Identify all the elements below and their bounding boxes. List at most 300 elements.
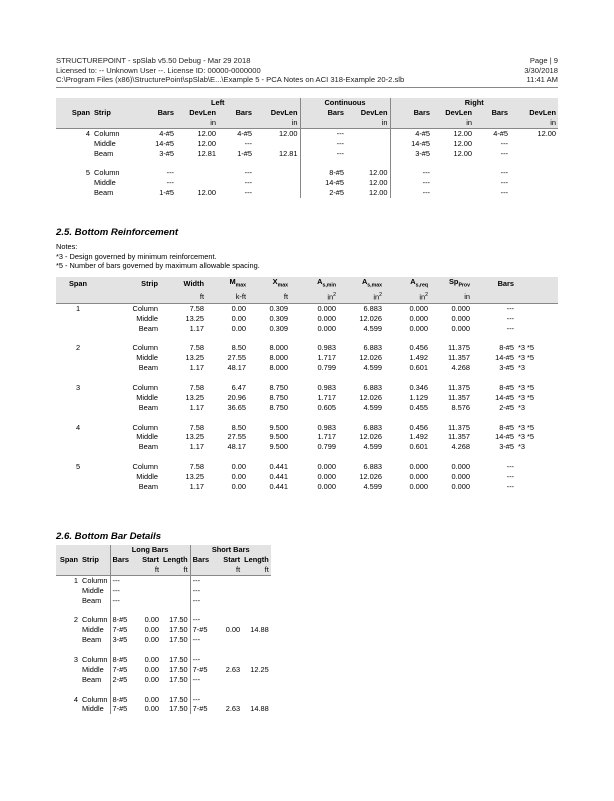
notes-block: [56, 242, 260, 271]
col-strip: Strip: [94, 107, 111, 117]
table-cell: [56, 333, 100, 343]
table-cell: 4-#5: [237, 128, 252, 138]
table-cell: 11.375: [447, 422, 470, 432]
table-cell: Middle: [94, 178, 116, 188]
table-cell: 0.983: [317, 382, 336, 392]
table-cell: 0.456: [409, 422, 428, 432]
col-asmin: $A_{s,min}$: [317, 277, 336, 289]
table-cell: 7.58: [189, 303, 204, 313]
table-row: [56, 324, 558, 334]
table-cell: 9.500: [269, 432, 288, 442]
table-cell: 1: [73, 575, 78, 585]
table-row: [56, 625, 271, 635]
table-cell: 7-#5: [110, 665, 135, 675]
table-row: [56, 178, 558, 188]
col-devlen: DevLen: [529, 107, 556, 117]
table-cell: [56, 363, 100, 373]
table-cell: 1-#5: [159, 188, 174, 198]
col-asmax: $A_{s,max}$: [361, 277, 382, 289]
table-cell: 7.58: [189, 462, 204, 472]
table-cell: [290, 413, 338, 423]
table-cell: 8.000: [269, 343, 288, 353]
table-cell: 27.55: [227, 353, 246, 363]
table-cell: [216, 635, 242, 645]
notes-label: Notes:: [56, 242, 78, 251]
table-cell: Beam: [82, 595, 102, 605]
table-cell: [135, 685, 161, 695]
col-bars: Bars: [190, 555, 216, 565]
table-cell: 0.000: [317, 462, 336, 472]
table-cell: [100, 333, 160, 343]
table-cell: 0.00: [144, 635, 159, 645]
table-cell: 0.00: [231, 472, 246, 482]
table-cell: 7.58: [189, 422, 204, 432]
table-cell: 17.50: [169, 625, 188, 635]
table-cell: 3-#5: [159, 148, 174, 158]
table-cell: [56, 178, 92, 188]
table-cell: [160, 452, 206, 462]
table-cell: 4.599: [363, 442, 382, 452]
table-cell: ---: [506, 313, 514, 323]
table-cell: Column: [82, 694, 108, 704]
table-cell: ---: [190, 596, 216, 606]
table-cell: [242, 635, 271, 645]
table-cell: 0.000: [451, 472, 470, 482]
table-cell: ---: [500, 178, 508, 188]
table-cell: [56, 373, 100, 383]
table-cell: [472, 413, 516, 423]
table-cell: [254, 168, 300, 178]
table-cell: 11.357: [447, 392, 470, 402]
table-cell: 1: [75, 303, 81, 313]
table-cell: 0.00: [144, 615, 159, 625]
table-cell: 1.717: [317, 432, 336, 442]
section-2-5-title: 2.5. Bottom Reinforcement: [56, 227, 179, 238]
table-cell: 0.00: [144, 704, 159, 714]
table-cell: [516, 462, 558, 472]
table-cell: 2-#5: [499, 402, 514, 412]
table-row: [56, 128, 558, 138]
table-cell: [346, 149, 390, 159]
bottom-reinforcement-table: [56, 277, 558, 492]
table-cell: 8.750: [269, 382, 288, 392]
table-cell: [472, 452, 516, 462]
table-cell: 48.17: [227, 442, 246, 452]
table-cell: Middle: [136, 392, 158, 402]
table-cell: [384, 452, 430, 462]
table-cell: ---: [300, 149, 346, 159]
table-cell: [136, 158, 176, 168]
col-bars: Bars: [110, 555, 135, 565]
table-cell: *3: [518, 442, 525, 452]
table-row: [56, 472, 558, 482]
table-cell: Beam: [138, 482, 158, 491]
table-row: [56, 383, 558, 393]
table-cell: 3-#5: [499, 442, 514, 452]
table-cell: [56, 685, 80, 695]
unit: ft: [283, 292, 288, 302]
table-cell: 6.883: [363, 422, 382, 432]
table-cell: 1.129: [409, 392, 428, 402]
table-cell: 17.50: [169, 654, 188, 664]
table-cell: 0.000: [409, 482, 428, 491]
table-cell: 11.375: [447, 343, 470, 353]
table-cell: [110, 605, 135, 615]
table-cell: 12.00: [537, 128, 556, 138]
table-cell: [432, 158, 474, 168]
table-cell: ---: [244, 168, 252, 178]
table-cell: 1.17: [189, 402, 204, 412]
table-cell: [510, 158, 558, 168]
table-cell: 12.00: [197, 188, 216, 198]
table-cell: 6.883: [363, 303, 382, 313]
table-cell: 2.63: [225, 664, 241, 674]
table-cell: [56, 149, 92, 159]
table-cell: Beam: [138, 442, 158, 452]
col-length: Length: [163, 554, 188, 564]
table-cell: 9.500: [269, 442, 288, 452]
table-cell: 8-#5: [110, 615, 135, 625]
table-cell: 5: [75, 462, 81, 472]
table-cell: 7-#5: [190, 665, 216, 675]
table-row: [56, 575, 271, 585]
table-cell: ---: [166, 178, 174, 188]
table-cell: 0.000: [451, 482, 470, 491]
table-cell: 0.00: [225, 625, 241, 635]
table-cell: 0.00: [231, 462, 246, 472]
table-cell: 3: [75, 382, 81, 392]
table-row: [56, 343, 558, 353]
table-cell: 11.375: [447, 382, 470, 392]
table-cell: [161, 685, 190, 695]
table-cell: 11.357: [447, 432, 470, 442]
table-cell: 0.000: [317, 323, 336, 333]
table-row: [56, 655, 271, 665]
table-cell: [290, 373, 338, 383]
table-cell: [176, 178, 218, 188]
table-cell: 0.601: [409, 442, 428, 452]
table-cell: 4.599: [363, 363, 382, 373]
table-cell: [176, 168, 218, 178]
unit: ft: [183, 564, 188, 574]
table-cell: 0.601: [409, 363, 428, 373]
table-cell: [56, 393, 100, 403]
table-cell: 1.492: [409, 432, 428, 442]
table-cell: [346, 158, 390, 168]
header-divider: [56, 87, 558, 88]
table-cell: ---: [190, 635, 216, 645]
table-cell: [56, 586, 80, 596]
table-cell: 13.25: [185, 353, 204, 363]
table-cell: [56, 314, 100, 324]
table-cell: 1.717: [317, 392, 336, 402]
unit: k-ft: [235, 292, 246, 302]
table-cell: 17.50: [169, 704, 188, 714]
group-continuous: Continuous: [300, 98, 390, 108]
spacer-row: [56, 413, 558, 423]
col-devlen: DevLen: [445, 107, 472, 117]
table-cell: 11.357: [447, 353, 470, 363]
table-cell: 6.47: [231, 382, 246, 392]
table-cell: [390, 158, 432, 168]
table-row: [56, 303, 558, 313]
table-cell: 0.309: [269, 313, 288, 323]
table-cell: 3-#5: [110, 635, 135, 645]
table-cell: [248, 452, 290, 462]
table-cell: 12.00: [369, 188, 388, 198]
col-bars: Bars: [300, 108, 346, 118]
table-cell: [100, 373, 160, 383]
table-cell: [56, 704, 80, 714]
unit: ft: [236, 564, 241, 574]
table-cell: [338, 452, 384, 462]
table-cell: [248, 413, 290, 423]
table-cell: [56, 324, 100, 334]
table-cell: 8-#5: [499, 343, 514, 353]
table-cell: [100, 452, 160, 462]
table-cell: [510, 188, 558, 198]
table-cell: [80, 685, 110, 695]
table-cell: ---: [110, 596, 135, 606]
table-cell: [56, 432, 100, 442]
table-cell: [248, 373, 290, 383]
table-cell: [346, 139, 390, 149]
table-cell: 0.000: [317, 482, 336, 491]
col-bars: Bars: [235, 107, 252, 117]
table-cell: [160, 373, 206, 383]
spacer-row: [56, 605, 271, 615]
table-row: [56, 462, 558, 472]
table-cell: 2.63: [225, 704, 241, 714]
table-row: [56, 665, 271, 675]
table-cell: ---: [110, 586, 135, 596]
table-cell: [135, 596, 161, 606]
table-cell: [242, 695, 271, 705]
table-cell: *3 *5: [518, 392, 535, 402]
table-cell: Middle: [136, 432, 158, 442]
table-cell: 0.00: [231, 303, 246, 313]
table-cell: [56, 139, 92, 149]
table-cell: 0.799: [317, 442, 336, 452]
table-cell: Middle: [136, 313, 158, 323]
table-row: [56, 188, 558, 198]
unit: in: [210, 117, 216, 127]
table-cell: 4: [75, 422, 81, 432]
table-cell: 6.883: [363, 343, 382, 353]
table-cell: 7-#5: [110, 625, 135, 635]
page-header-right: [524, 56, 558, 85]
table-cell: [216, 675, 242, 685]
table-cell: 0.000: [451, 303, 470, 313]
table-cell: [56, 665, 80, 675]
file-path: C:\Program Files (x86)\StructurePoint\spSlab\E...\Example 5 - PCA Notes on ACI 318-Example 20-2.slb: [56, 75, 405, 84]
table-cell: Beam: [138, 323, 158, 333]
table-cell: 8.576: [451, 402, 470, 412]
table-cell: [516, 413, 558, 423]
table-cell: 17.50: [169, 674, 188, 684]
table-cell: ---: [506, 472, 514, 482]
table-cell: [135, 575, 161, 585]
table-cell: Beam: [94, 148, 114, 158]
unit: in: [291, 117, 298, 127]
table-cell: 12.81: [197, 148, 216, 158]
table-cell: 0.00: [231, 482, 246, 491]
table-cell: *3 *5: [518, 432, 535, 442]
table-cell: 14.88: [250, 625, 269, 635]
table-cell: [430, 413, 472, 423]
table-cell: [161, 596, 190, 606]
table-cell: 2: [73, 615, 78, 625]
table-cell: [346, 128, 390, 138]
table-cell: 8.750: [269, 392, 288, 402]
table-cell: [56, 482, 100, 492]
section-2-6-title: 2.6. Bottom Bar Details: [56, 531, 162, 542]
table-cell: [161, 645, 190, 655]
table-cell: 6.883: [363, 382, 382, 392]
table-cell: [218, 158, 254, 168]
table-row: [56, 482, 558, 492]
table-cell: 12.026: [359, 313, 382, 323]
table-cell: 14-#5: [300, 178, 346, 188]
table-cell: Column: [132, 303, 158, 313]
table-cell: 0.000: [317, 313, 336, 323]
col-start: Start: [223, 554, 241, 564]
spacer-row: [56, 333, 558, 343]
table-cell: ---: [190, 586, 216, 596]
table-cell: [216, 615, 242, 625]
table-cell: 0.799: [317, 363, 336, 373]
table-cell: 7.58: [189, 382, 204, 392]
table-cell: [516, 303, 558, 313]
table-cell: 14.88: [250, 704, 269, 714]
col-span: Span: [68, 279, 88, 289]
table-cell: 0.000: [409, 462, 428, 472]
table-cell: 12.25: [250, 664, 269, 674]
table-cell: 12.00: [369, 168, 388, 178]
table-cell: [56, 635, 80, 645]
table-cell: [516, 482, 558, 492]
table-cell: 12.00: [279, 128, 298, 138]
table-cell: 0.00: [144, 654, 159, 664]
table-cell: 14-#5: [495, 432, 514, 442]
table-cell: [254, 158, 300, 168]
table-cell: 4-#5: [493, 128, 508, 138]
table-cell: Middle: [82, 585, 104, 595]
table-cell: [56, 188, 92, 198]
table-cell: [510, 178, 558, 188]
table-cell: 12.00: [453, 128, 472, 138]
table-cell: ---: [300, 128, 346, 138]
table-cell: [338, 413, 384, 423]
table-cell: [80, 605, 110, 615]
table-cell: [176, 158, 218, 168]
col-span: Span: [71, 107, 90, 117]
table-cell: 17.50: [169, 694, 188, 704]
table-cell: 9.500: [269, 422, 288, 432]
table-cell: [516, 333, 558, 343]
table-cell: [432, 168, 474, 178]
table-cell: 0.441: [269, 482, 288, 491]
table-cell: 8.50: [231, 422, 246, 432]
table-cell: [384, 373, 430, 383]
unit: in: [381, 117, 388, 127]
table-cell: [254, 178, 300, 188]
col-devlen: DevLen: [189, 107, 216, 117]
table-cell: 8.000: [269, 363, 288, 373]
table-cell: *3 *5: [518, 343, 535, 353]
table-cell: 0.455: [409, 402, 428, 412]
table-cell: 0.441: [269, 472, 288, 482]
table-cell: [190, 605, 216, 615]
table-cell: 12.026: [359, 392, 382, 402]
table-cell: 14-#5: [390, 139, 432, 149]
table-cell: 7.58: [189, 343, 204, 353]
table-cell: ---: [110, 575, 135, 585]
table-cell: 36.65: [227, 402, 246, 412]
table-cell: [242, 586, 271, 596]
program-title: STRUCTUREPOINT - spSlab v5.50 Debug - Mar 29 2018: [56, 56, 251, 65]
unit: ft: [154, 564, 159, 574]
table-cell: [206, 413, 248, 423]
group-short-bars: Short Bars: [190, 545, 271, 555]
table-cell: Column: [132, 422, 158, 432]
table-cell: 12.81: [279, 148, 298, 158]
table-cell: Column: [94, 168, 120, 178]
table-cell: [254, 139, 300, 149]
table-cell: 3: [73, 654, 78, 664]
table-cell: [516, 324, 558, 334]
table-cell: 13.25: [185, 392, 204, 402]
group-right: Right: [390, 98, 558, 108]
table-cell: [248, 333, 290, 343]
table-cell: 0.456: [409, 343, 428, 353]
table-cell: [472, 373, 516, 383]
table-cell: 8-#5: [499, 422, 514, 432]
table-cell: [254, 188, 300, 198]
unit: in: [464, 292, 470, 302]
col-strip: Strip: [82, 554, 99, 564]
table-cell: Column: [82, 615, 108, 625]
unit: $in^2$: [419, 292, 428, 302]
unit: ft: [264, 564, 269, 574]
table-cell: [516, 314, 558, 324]
table-cell: [80, 645, 110, 655]
table-cell: 0.000: [317, 472, 336, 482]
table-cell: Beam: [138, 363, 158, 373]
table-cell: 0.441: [269, 462, 288, 472]
table-cell: [206, 333, 248, 343]
table-cell: 13.25: [185, 472, 204, 482]
table-cell: 48.17: [227, 363, 246, 373]
unit: $in^2$: [373, 292, 382, 302]
col-xmax: $X_{max}$: [272, 277, 288, 289]
table-cell: [430, 373, 472, 383]
table-cell: Middle: [82, 664, 104, 674]
table-cell: ---: [190, 695, 216, 705]
table-cell: [290, 452, 338, 462]
table-cell: 4: [73, 694, 78, 704]
table-cell: *3 *5: [518, 353, 535, 363]
table-cell: 0.346: [409, 382, 428, 392]
table-cell: [56, 596, 80, 606]
table-row: [56, 635, 271, 645]
table-cell: 0.00: [144, 664, 159, 674]
table-cell: [206, 452, 248, 462]
table-cell: 0.309: [269, 323, 288, 333]
table-cell: 1.17: [189, 482, 204, 491]
table-cell: 12.026: [359, 432, 382, 442]
table-cell: 12.00: [453, 138, 472, 148]
